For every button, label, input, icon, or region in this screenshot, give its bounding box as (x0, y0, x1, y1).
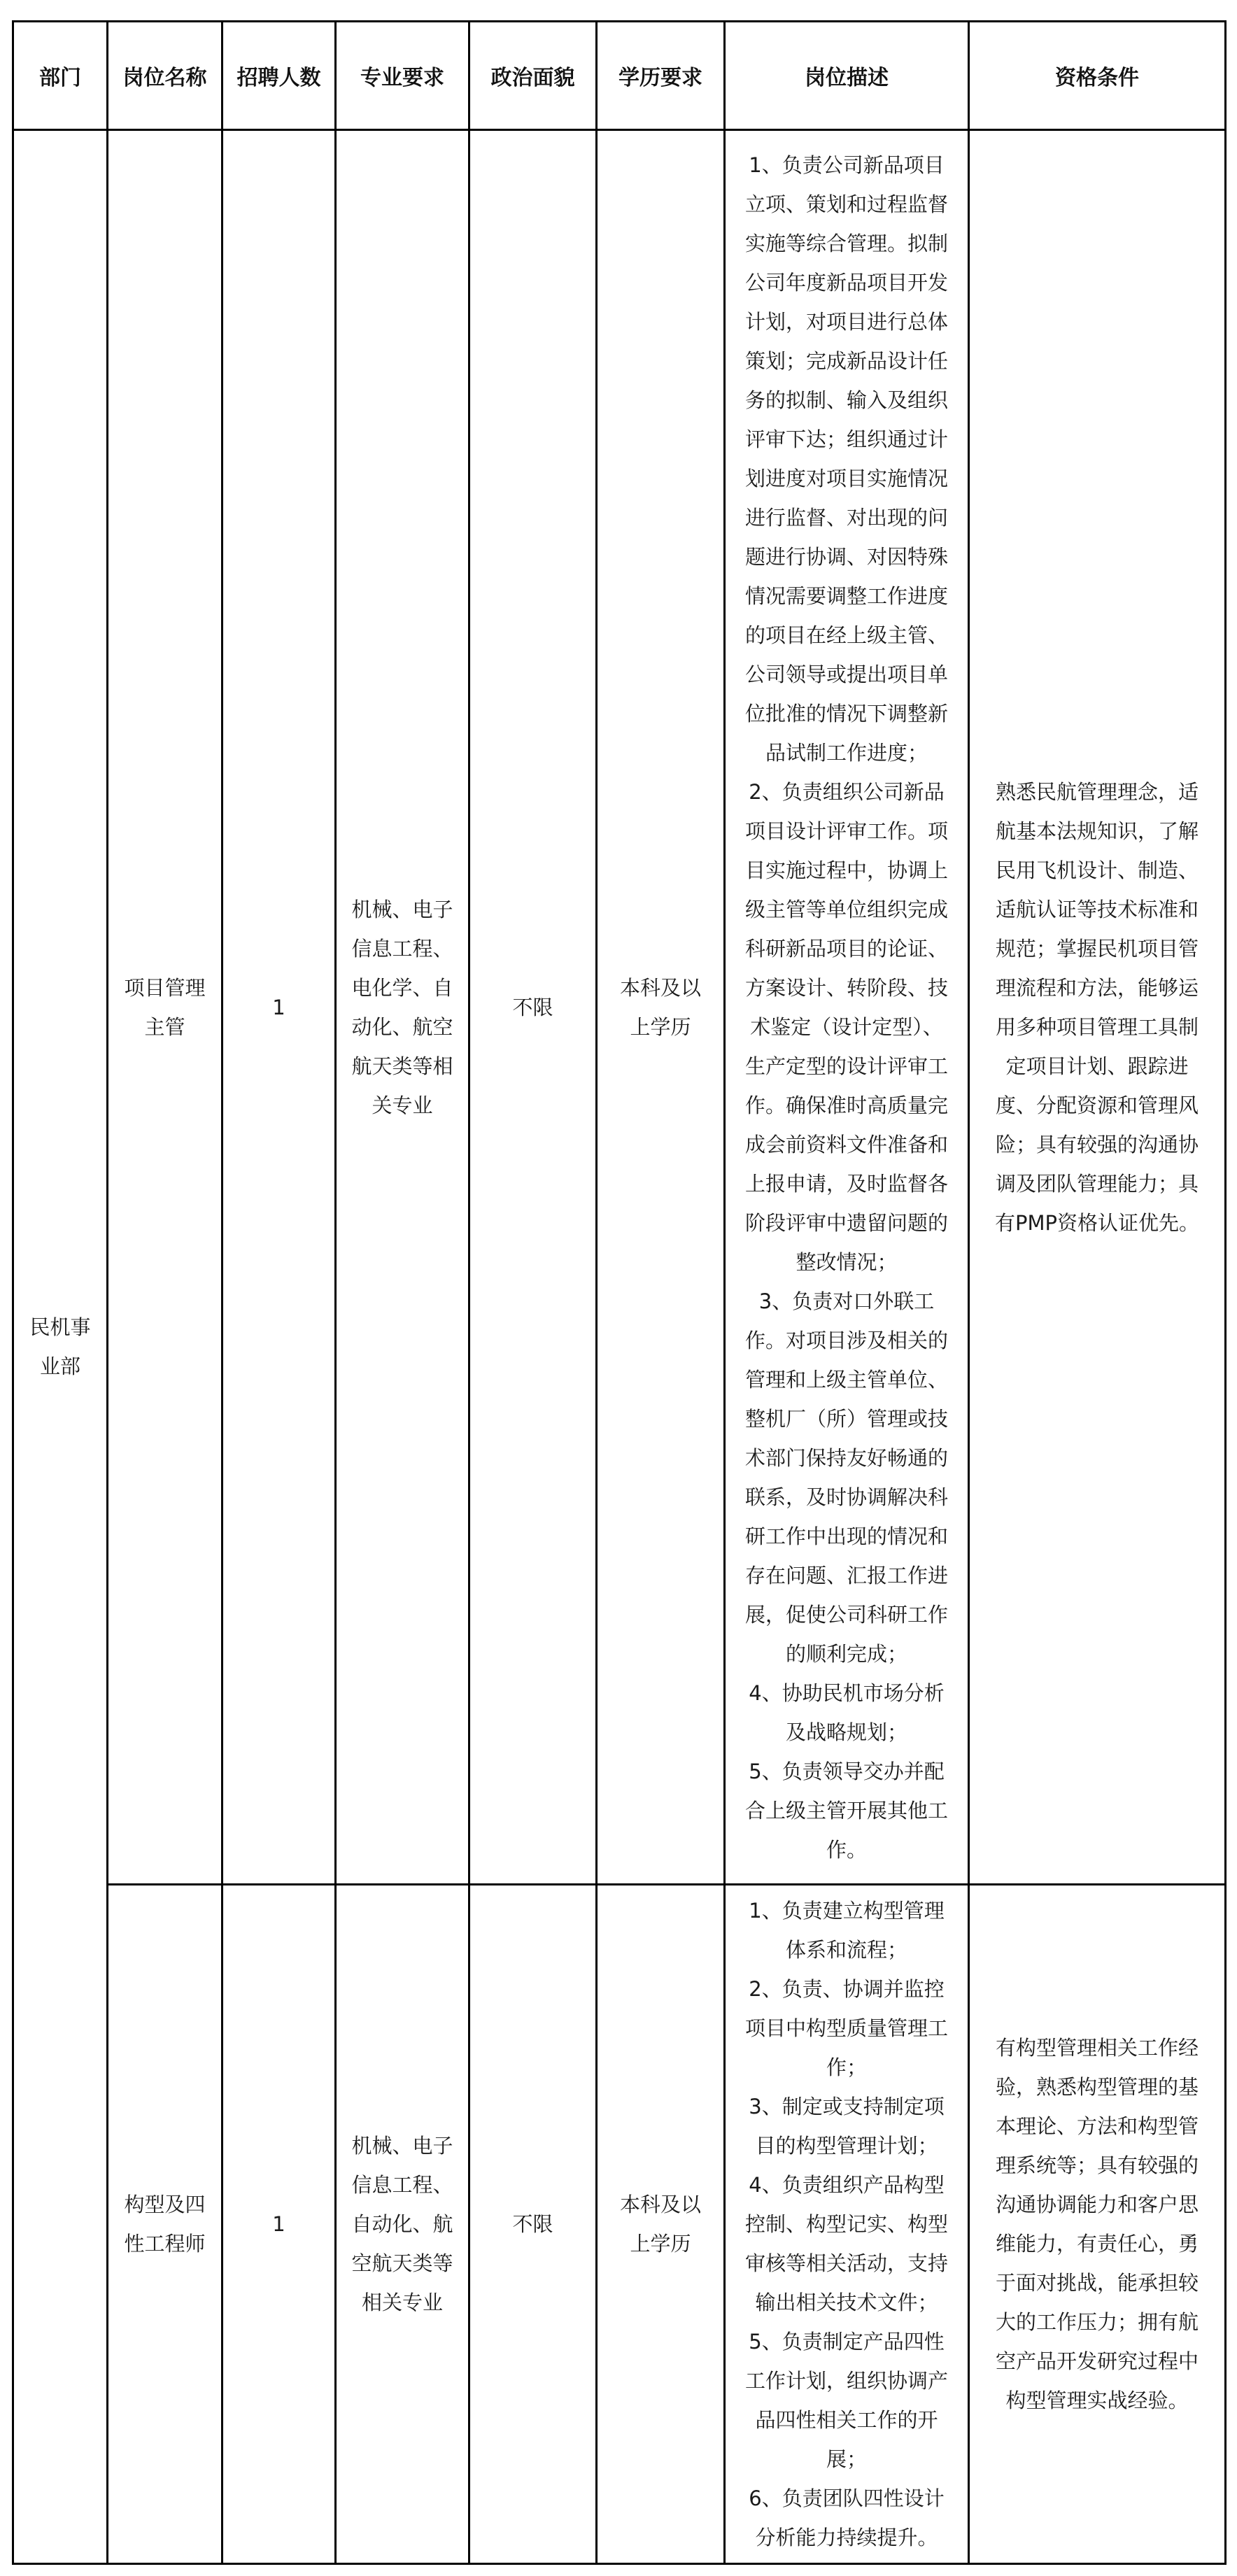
description-line: 作。确保准时高质量完 (744, 1093, 948, 1117)
qualification-line: 险；具有较强的沟通协 (995, 1132, 1199, 1156)
description-line: 项目设计评审工作。项 (744, 819, 948, 843)
description-line: 5、负责制定产品四性 (749, 2330, 945, 2354)
major-line: 空航天类等 (351, 2251, 453, 2275)
position-line: 项目管理 (124, 975, 206, 1000)
description-line: 存在问题、汇报工作进 (744, 1563, 948, 1587)
qualification-line: 航基本法规知识，了解 (995, 819, 1199, 843)
description-line: 进行监督、对出现的问 (744, 505, 948, 530)
description-line: 品四性相关工作的开 (755, 2408, 938, 2432)
department-cell (13, 130, 108, 2564)
table-row (13, 1885, 1226, 2564)
description-line: 整改情况； (796, 1250, 898, 1274)
qualification-line: 维能力，有责任心，勇 (995, 2232, 1199, 2256)
description-line: 作。 (826, 1837, 867, 1862)
description-line: 目的构型管理计划； (755, 2134, 938, 2158)
description-line: 作。对项目涉及相关的 (744, 1328, 948, 1352)
qualification-line: 大的工作压力；拥有航 (995, 2310, 1199, 2334)
description-line: 术部门保持友好畅通的 (744, 1445, 948, 1470)
education-line: 本科及以 (619, 2193, 701, 2216)
description-line: 品试制工作进度； (765, 740, 928, 765)
major-line: 动化、航空 (351, 1014, 453, 1039)
description-line: 成会前资料文件准备和 (744, 1132, 948, 1156)
description-line: 情况需要调整工作进度 (744, 583, 948, 608)
description-line: 立项、策划和过程监督 (744, 192, 948, 216)
political-status-cell: 不限 (469, 1885, 597, 2564)
description-line: 划进度对项目实施情况 (744, 466, 948, 490)
qualification-line: 空产品开发研究过程中 (995, 2349, 1199, 2373)
position-cell (108, 130, 222, 1885)
major-line: 航天类等相 (351, 1054, 453, 1078)
description-line: 策划；完成新品设计任 (744, 348, 948, 373)
qualification-line: 沟通协调能力和客户思 (995, 2193, 1199, 2216)
description-line: 评审下达；组织通过计 (744, 427, 948, 451)
description-cell (725, 1885, 969, 2564)
description-line: 题进行协调、对因特殊 (744, 544, 948, 569)
major-line: 机械、电子 (351, 897, 453, 921)
description-line: 公司年度新品项目开发 (744, 270, 948, 295)
description-line: 术鉴定（设计定型）、 (750, 1014, 943, 1039)
education-cell (597, 1885, 725, 2564)
major-line: 相关专业 (361, 2291, 443, 2314)
description-cell (725, 130, 969, 1885)
header-description: 岗位描述 (725, 22, 969, 130)
job-table (12, 20, 1227, 2565)
description-line: 3、制定或支持制定项 (749, 2095, 945, 2118)
description-line: 2、负责组织公司新品 (749, 779, 945, 804)
education-line: 上学历 (630, 1014, 691, 1039)
description-line: 1、负责建立构型管理 (749, 1899, 945, 1923)
description-line: 生产定型的设计评审工 (744, 1054, 948, 1078)
department-line: 业部 (39, 1354, 80, 1378)
qualification-cell (969, 130, 1226, 1885)
description-line: 位批准的情况下调整新 (744, 701, 948, 726)
qualification-line: 验，熟悉构型管理的基 (995, 2075, 1199, 2099)
political-status-cell: 不限 (469, 130, 597, 1885)
description-line: 展； (826, 2447, 867, 2471)
description-line: 展，促使公司科研工作 (744, 1602, 948, 1627)
description-line: 2、负责、协调并监控 (749, 1977, 945, 2001)
major-cell (336, 1885, 469, 2564)
qualification-line: 民用飞机设计、制造、 (995, 858, 1199, 882)
header-department: 部门 (13, 22, 108, 130)
table-row (13, 130, 1226, 1885)
description-line: 5、负责领导交办并配 (749, 1759, 945, 1783)
description-line: 3、负责对口外联工 (758, 1289, 935, 1313)
description-line: 及战略规划； (785, 1720, 907, 1744)
description-line: 联系，及时协调解决科 (744, 1485, 948, 1509)
qualification-line: 有构型管理相关工作经 (995, 2036, 1199, 2060)
description-line: 合上级主管开展其他工 (744, 1798, 948, 1823)
qualification-line: 适航认证等技术标准和 (995, 897, 1199, 921)
description-line: 体系和流程； (785, 1938, 907, 1962)
department-line: 民机事 (29, 1315, 91, 1339)
position-line: 主管 (144, 1014, 185, 1039)
major-line: 信息工程、 (351, 936, 453, 961)
qualification-line: 构型管理实战经验。 (1005, 2389, 1189, 2412)
description-line: 级主管等单位组织完成 (744, 897, 948, 921)
description-line: 1、负责公司新品项目 (749, 153, 945, 177)
qualification-cell (969, 1885, 1226, 2564)
position-cell (108, 1885, 222, 2564)
qualification-line: 理系统等；具有较强的 (995, 2153, 1199, 2177)
qualification-line: 有PMP资格认证优先。 (995, 1210, 1199, 1235)
education-line: 上学历 (630, 2232, 691, 2256)
header-political-status: 政治面貌 (469, 22, 597, 130)
qualification-line: 理流程和方法，能够运 (995, 975, 1199, 1000)
education-cell (597, 130, 725, 1885)
header-education: 学历要求 (597, 22, 725, 130)
major-line: 机械、电子 (351, 2134, 453, 2158)
description-line: 上报申请，及时监督各 (744, 1171, 948, 1196)
description-line: 输出相关技术文件； (755, 2291, 938, 2314)
description-line: 分析能力持续提升。 (755, 2526, 938, 2549)
description-line: 4、协助民机市场分析 (749, 1680, 945, 1705)
qualification-line: 本理论、方法和构型管 (995, 2114, 1199, 2138)
position-line: 性工程师 (124, 2232, 206, 2256)
header-position: 岗位名称 (108, 22, 222, 130)
description-line: 公司领导或提出项目单 (744, 662, 948, 686)
description-line: 整机厂（所）管理或技 (744, 1406, 948, 1431)
qualification-line: 规范；掌握民机项目管 (995, 936, 1199, 961)
description-line: 目实施过程中，协调上 (744, 858, 948, 882)
description-line: 的顺利完成； (785, 1641, 907, 1666)
description-line: 阶段评审中遗留问题的 (744, 1210, 948, 1235)
description-line: 工作计划，组织协调产 (744, 2369, 948, 2393)
description-line: 4、负责组织产品构型 (749, 2173, 945, 2197)
header-row (13, 22, 1226, 130)
position-line: 构型及四 (124, 2193, 206, 2216)
header-qualification: 资格条件 (969, 22, 1226, 130)
qualification-line: 调及团队管理能力；具 (995, 1171, 1199, 1196)
headcount-cell: 1 (222, 1885, 336, 2564)
description-line: 项目中构型质量管理工 (744, 2016, 948, 2040)
qualification-line: 熟悉民航管理理念，适 (995, 779, 1199, 804)
qualification-line: 于面对挑战，能承担较 (995, 2271, 1199, 2295)
major-line: 电化学、自 (351, 975, 453, 1000)
description-line: 计划，对项目进行总体 (744, 309, 948, 334)
description-line: 6、负责团队四性设计 (749, 2486, 945, 2510)
major-line: 关专业 (372, 1093, 433, 1117)
header-major: 专业要求 (336, 22, 469, 130)
description-line: 务的拟制、输入及组织 (744, 388, 948, 412)
description-line: 方案设计、转阶段、技 (744, 975, 948, 1000)
description-line: 实施等综合管理。拟制 (744, 231, 948, 255)
qualification-line: 度、分配资源和管理风 (995, 1093, 1199, 1117)
header-headcount: 招聘人数 (222, 22, 336, 130)
major-line: 信息工程、 (351, 2173, 453, 2197)
headcount-cell: 1 (222, 130, 336, 1885)
description-line: 管理和上级主管单位、 (744, 1367, 948, 1392)
major-line: 自动化、航 (351, 2212, 453, 2236)
qualification-line: 用多种项目管理工具制 (995, 1014, 1199, 1039)
major-cell (336, 130, 469, 1885)
description-line: 控制、构型记实、构型 (744, 2212, 948, 2236)
description-line: 作； (826, 2055, 867, 2079)
description-line: 的项目在经上级主管、 (744, 623, 948, 647)
description-line: 科研新品项目的论证、 (744, 936, 948, 961)
description-line: 研工作中出现的情况和 (744, 1524, 948, 1548)
qualification-line: 定项目计划、跟踪进 (1005, 1054, 1189, 1078)
education-line: 本科及以 (619, 975, 701, 1000)
description-line: 审核等相关活动，支持 (744, 2251, 948, 2275)
